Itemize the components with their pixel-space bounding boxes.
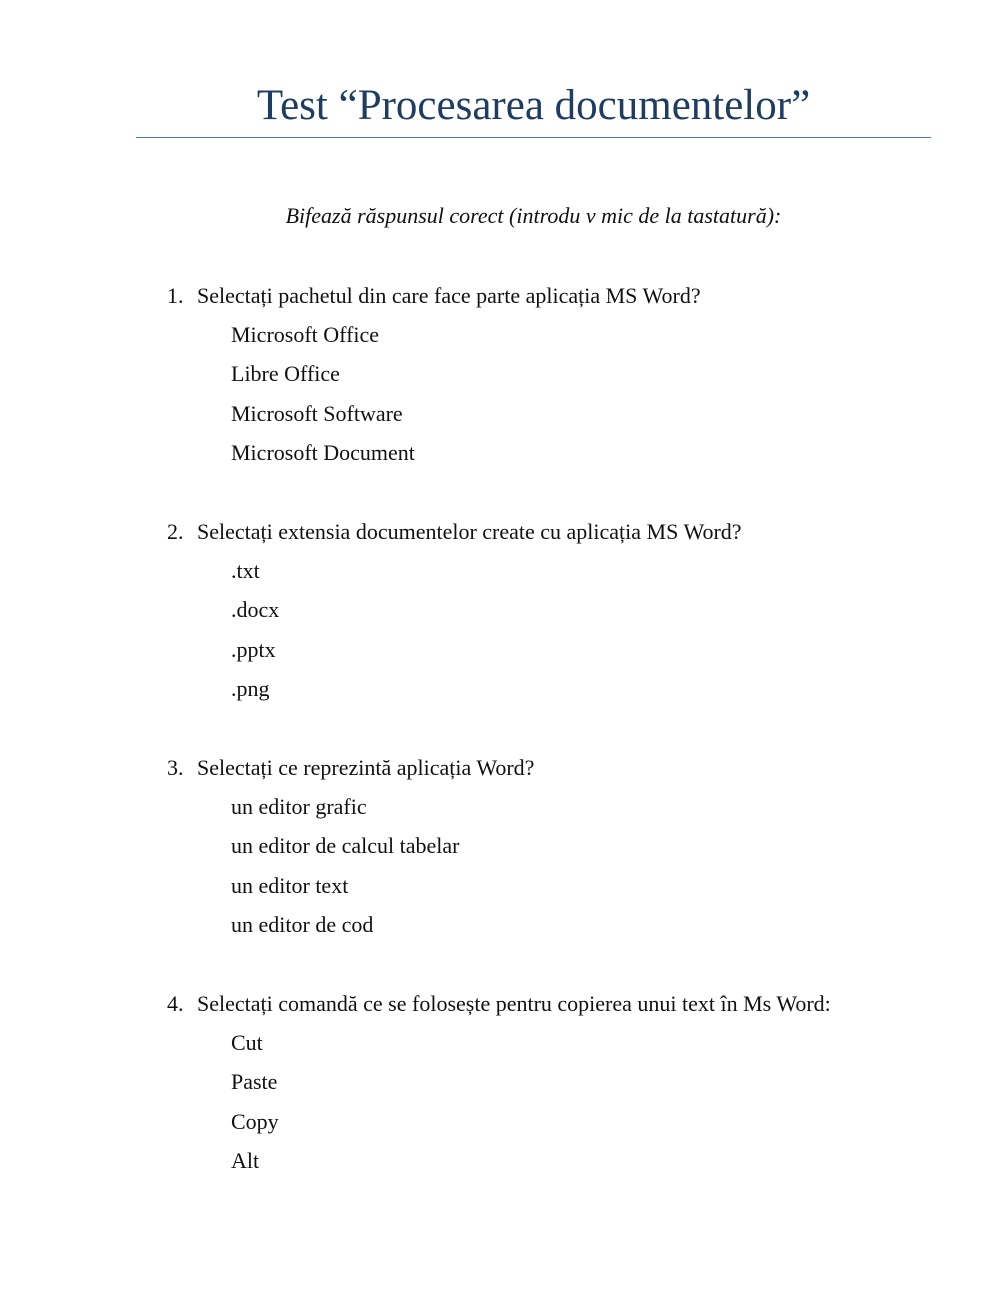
answer-option[interactable]: Copy xyxy=(231,1109,279,1134)
answer-option[interactable]: un editor grafic xyxy=(231,794,367,819)
answer-option[interactable]: Libre Office xyxy=(231,361,340,386)
question-number: 3. xyxy=(167,755,184,780)
question-1-line xyxy=(167,281,701,311)
answer-option[interactable]: .pptx xyxy=(231,637,276,662)
answer-option[interactable]: un editor de calcul tabelar xyxy=(231,833,460,858)
answer-option[interactable]: un editor text xyxy=(231,873,349,898)
answer-option[interactable]: Microsoft Document xyxy=(231,440,415,465)
answer-option[interactable]: un editor de cod xyxy=(231,912,374,937)
answer-option[interactable]: Cut xyxy=(231,1030,263,1055)
question-number: 1. xyxy=(167,283,184,308)
answer-option[interactable]: .png xyxy=(231,676,270,701)
question-number: 4. xyxy=(167,991,184,1016)
question-2-line xyxy=(167,517,742,547)
answer-option[interactable]: Alt xyxy=(231,1148,260,1173)
answer-option[interactable]: .txt xyxy=(231,558,260,583)
question-text: Selectați pachetul din care face parte aplicația MS Word? xyxy=(197,283,701,308)
answer-option[interactable]: Paste xyxy=(231,1069,278,1094)
title-divider xyxy=(136,137,931,138)
document-title: Test “Procesarea documentelor” xyxy=(256,82,811,129)
instruction-text: Bifează răspunsul corect (introdu v mic de la tastatură): xyxy=(285,203,782,228)
answer-option[interactable]: Microsoft Software xyxy=(231,401,403,426)
question-text: Selectați ce reprezintă aplicația Word? xyxy=(197,755,535,780)
question-3-line xyxy=(167,753,534,783)
question-4-line xyxy=(167,989,831,1019)
answer-option[interactable]: .docx xyxy=(231,597,280,622)
answer-option[interactable]: Microsoft Office xyxy=(231,322,380,347)
question-text: Selectați comandă ce se folosește pentru copierea unui text în Ms Word: xyxy=(197,991,831,1016)
question-number: 2. xyxy=(167,519,184,544)
question-text: Selectați extensia documentelor create cu aplicația MS Word? xyxy=(197,519,742,544)
